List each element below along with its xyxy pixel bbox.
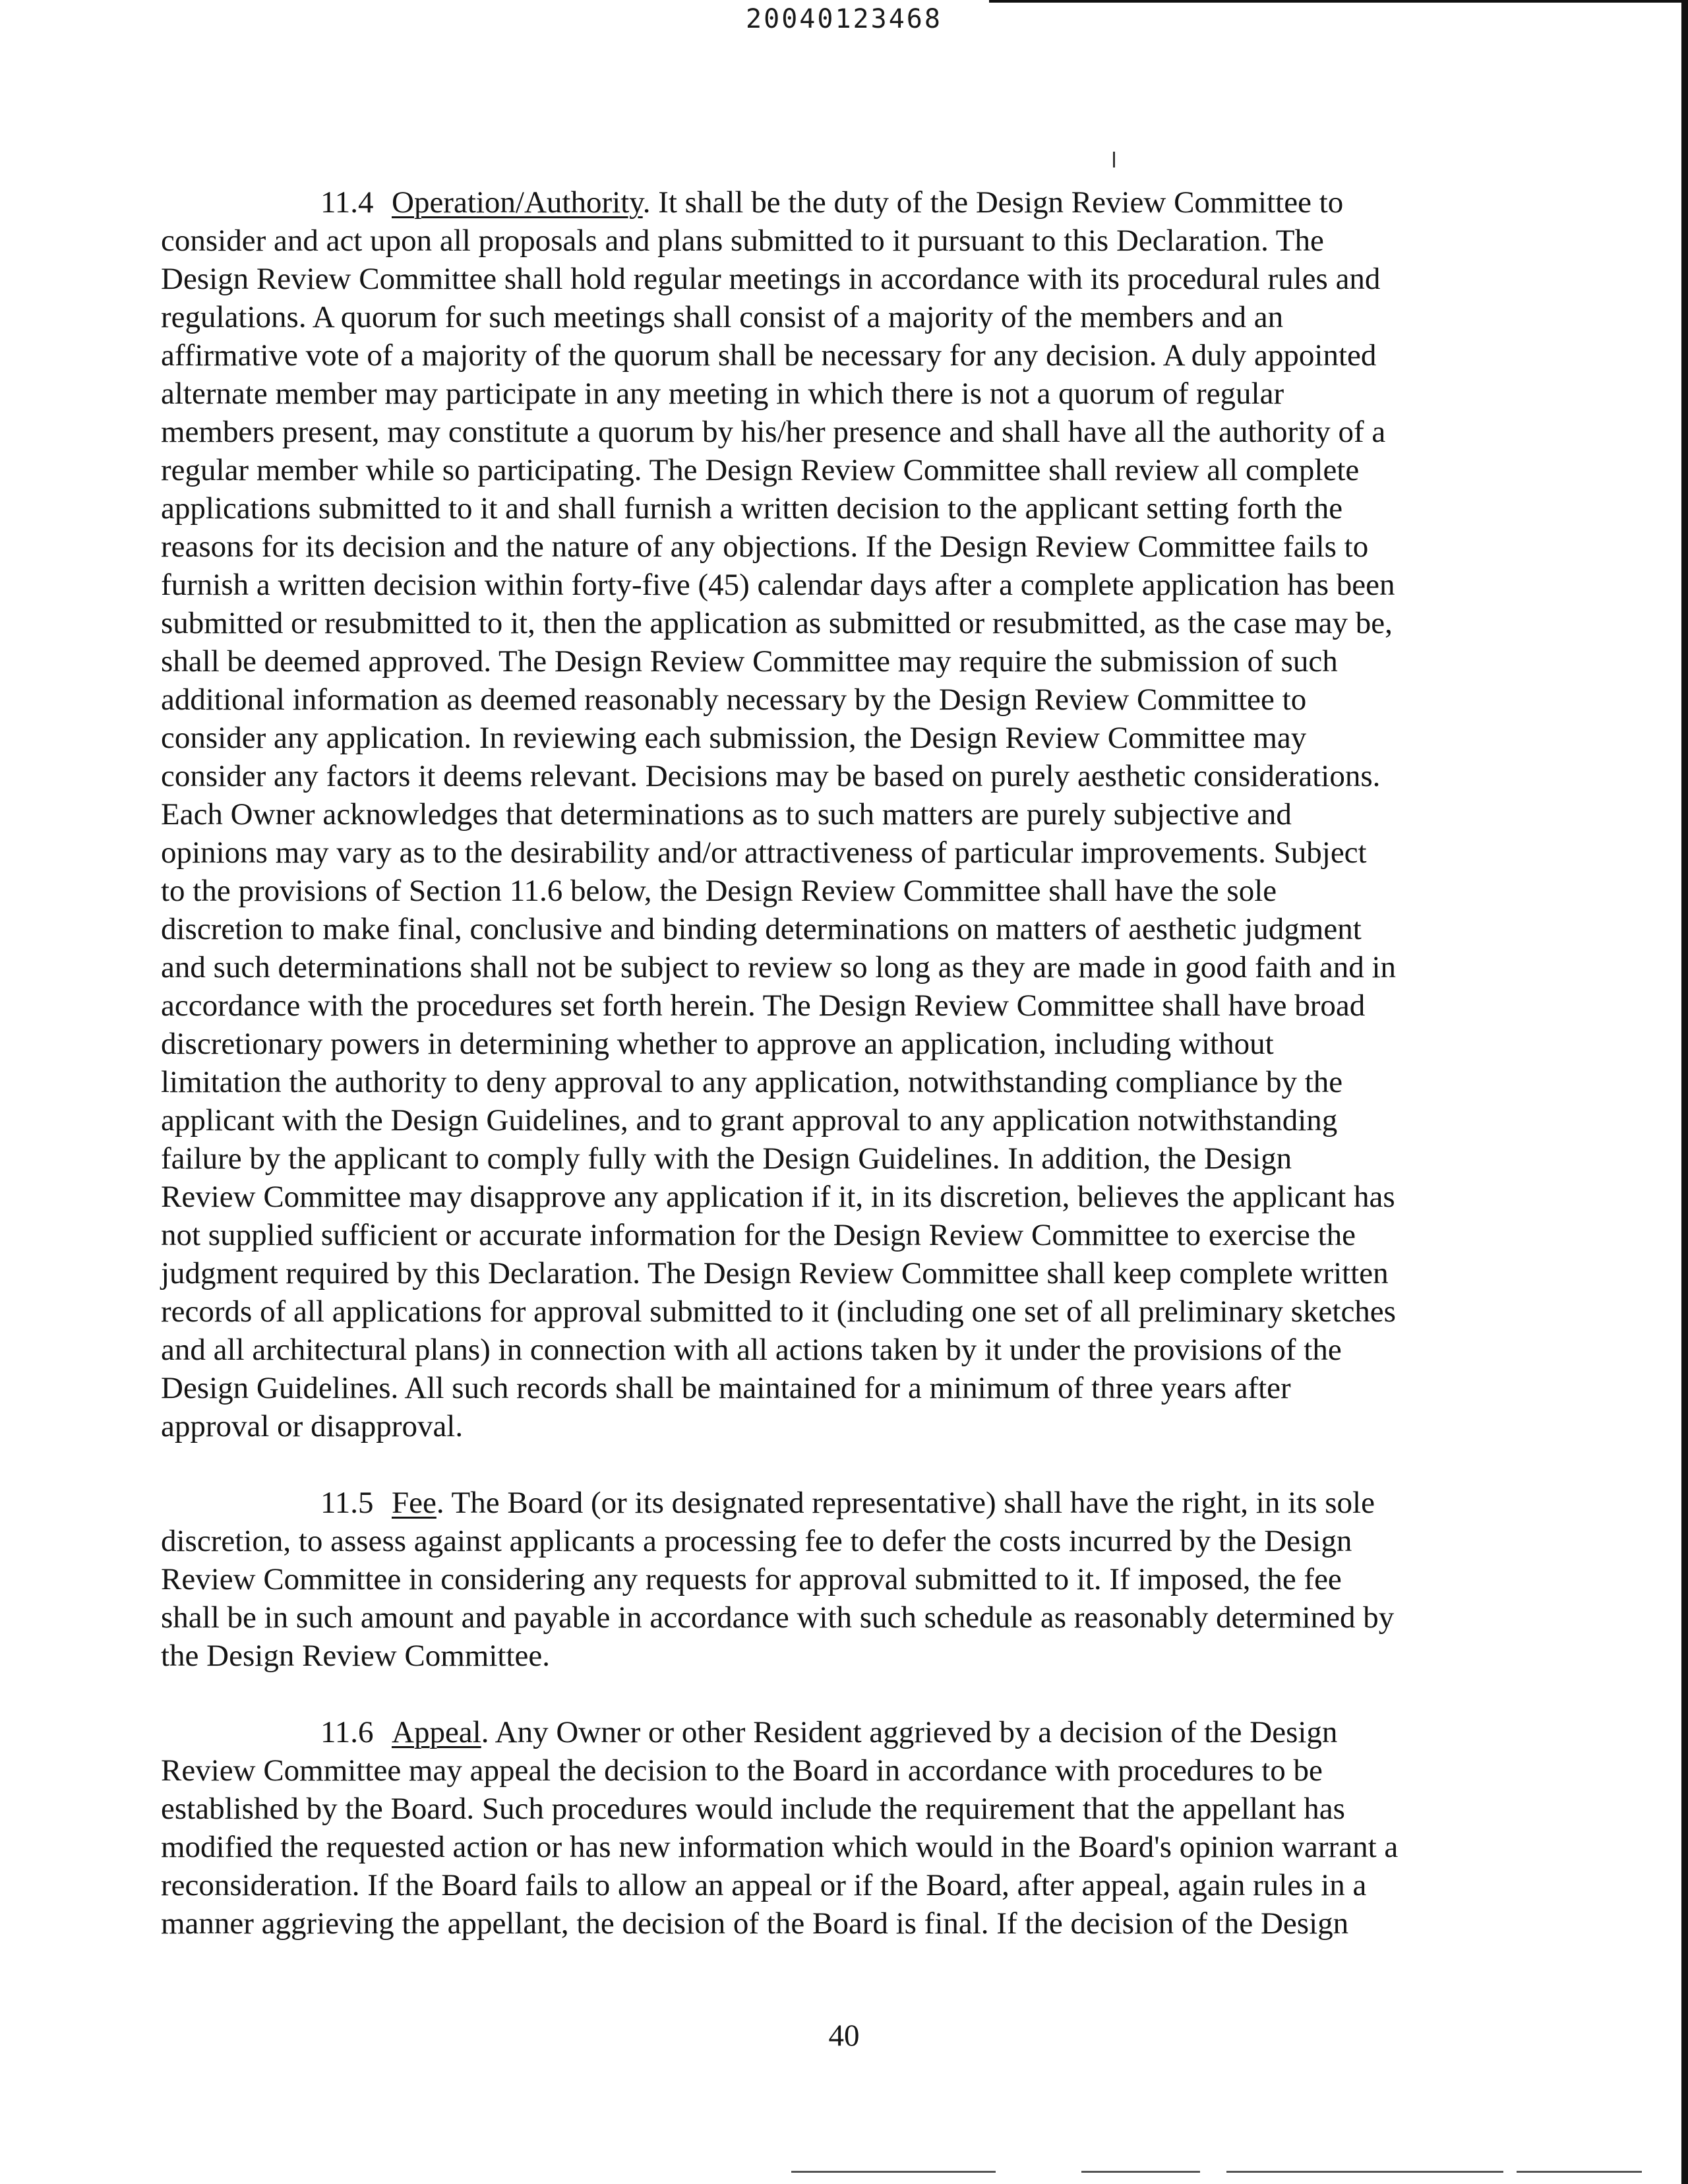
text-line: reasons for its decision and the nature of any objections. If the Design Review Committee fails to — [161, 530, 1369, 564]
section-title: Fee — [392, 1486, 437, 1520]
text-line: records of all applications for approval submitted to it (including one set of all preliminary sketches — [161, 1294, 1396, 1329]
document-number: 20040123468 — [746, 4, 942, 34]
text-line: Review Committee may disapprove any application if it, in its discretion, believes the applicant has — [161, 1180, 1395, 1214]
document-body — [161, 183, 1480, 1943]
scan-speck — [1226, 2171, 1503, 2173]
text-line: Review Committee in considering any requests for approval submitted to it. If imposed, the fee — [161, 1562, 1342, 1596]
section-title: Appeal — [392, 1715, 481, 1749]
text-line: regular member while so participating. The Design Review Committee shall review all complete — [161, 453, 1360, 487]
section-first-line — [161, 1713, 1480, 1751]
text-line: shall be in such amount and payable in accordance with such schedule as reasonably determined by — [161, 1600, 1395, 1635]
text-line: Design Guidelines. All such records shall be maintained for a minimum of three years after — [161, 1371, 1291, 1405]
text-line: alternate member may participate in any meeting in which there is not a quorum of regular — [161, 377, 1284, 411]
section-first-line-text: . Any Owner or other Resident aggrieved by a decision of the Design — [481, 1715, 1338, 1749]
right-edge-rule — [1681, 0, 1688, 2184]
text-line: affirmative vote of a majority of the quorum shall be necessary for any decision. A duly appointed — [161, 338, 1377, 373]
text-line: discretion, to assess against applicants a processing fee to defer the costs incurred by the Design — [161, 1524, 1352, 1558]
section-first-line-text: . It shall be the duty of the Design Review Committee to — [642, 185, 1344, 220]
section-number: 11.6 — [320, 1715, 374, 1749]
sections-container — [161, 183, 1480, 1943]
text-line: limitation the authority to deny approval to any application, notwithstanding compliance by the — [161, 1065, 1343, 1099]
text-line: discretionary powers in determining whether to approve an application, including without — [161, 1027, 1274, 1061]
section-first-line — [161, 1484, 1480, 1522]
text-line: shall be deemed approved. The Design Review Committee may require the submission of such — [161, 644, 1338, 679]
text-line: reconsideration. If the Board fails to allow an appeal or if the Board, after appeal, again rules in a — [161, 1868, 1367, 1902]
text-line: Each Owner acknowledges that determinations as to such matters are purely subjective and — [161, 797, 1292, 832]
text-line: judgment required by this Declaration. The Design Review Committee shall keep complete written — [161, 1256, 1389, 1290]
text-line: failure by the applicant to comply fully with the Design Guidelines. In addition, the Design — [161, 1141, 1292, 1176]
section-first-line — [161, 183, 1480, 222]
text-line: not supplied sufficient or accurate information for the Design Review Committee to exercise the — [161, 1218, 1356, 1252]
text-line: consider and act upon all proposals and plans submitted to it pursuant to this Declaration. The — [161, 224, 1324, 258]
text-line: discretion to make final, conclusive and binding determinations on matters of aesthetic judgment — [161, 912, 1362, 946]
section-first-line-text: . The Board (or its designated representative) shall have the right, in its sole — [436, 1486, 1375, 1520]
text-line: consider any factors it deems relevant. Decisions may be based on purely aesthetic considerations. — [161, 759, 1381, 793]
text-line: the Design Review Committee. — [161, 1639, 551, 1673]
text-line: consider any application. In reviewing each submission, the Design Review Committee may — [161, 721, 1307, 755]
top-edge-rule — [989, 0, 1688, 3]
scan-speck — [1081, 2171, 1200, 2173]
text-line: additional information as deemed reasonably necessary by the Design Review Committee to — [161, 682, 1307, 717]
text-line: established by the Board. Such procedures would include the requirement that the appellant has — [161, 1792, 1345, 1826]
text-line: to the provisions of Section 11.6 below, the Design Review Committee shall have the sole — [161, 874, 1277, 908]
text-line: regulations. A quorum for such meetings shall consist of a majority of the members and an — [161, 300, 1284, 334]
section-11-4 — [161, 183, 1480, 1445]
scan-speck — [791, 2171, 996, 2173]
text-line: applicant with the Design Guidelines, and to grant approval to any application notwithstanding — [161, 1103, 1338, 1138]
section-title: Operation/Authority — [392, 185, 643, 220]
text-line: and all architectural plans) in connection with all actions taken by it under the provisions of the — [161, 1333, 1342, 1367]
page-number: 40 — [828, 2018, 860, 2053]
scan-noise-bottom — [0, 2171, 1688, 2175]
text-line: accordance with the procedures set forth herein. The Design Review Committee shall have broad — [161, 988, 1366, 1023]
section-number: 11.4 — [320, 185, 374, 220]
text-line: opinions may vary as to the desirability and/or attractiveness of particular improvements. Subject — [161, 835, 1367, 870]
text-line: applications submitted to it and shall furnish a written decision to the applicant setting forth the — [161, 491, 1343, 526]
text-line: members present, may constitute a quorum by his/her presence and shall have all the authority of a — [161, 415, 1386, 449]
text-line: submitted or resubmitted to it, then the application as submitted or resubmitted, as the case may be, — [161, 606, 1393, 640]
section-11-6 — [161, 1713, 1480, 1943]
text-line: approval or disapproval. — [161, 1409, 464, 1443]
section-number: 11.5 — [320, 1486, 374, 1520]
text-line: Design Review Committee shall hold regular meetings in accordance with its procedural rules and — [161, 262, 1381, 296]
scan-mark — [1113, 152, 1115, 167]
text-line: Review Committee may appeal the decision to the Board in accordance with procedures to be — [161, 1753, 1323, 1788]
text-line: modified the requested action or has new information which would in the Board's opinion warrant a — [161, 1830, 1399, 1864]
text-line: furnish a written decision within forty-five (45) calendar days after a complete application has been — [161, 568, 1395, 602]
scan-speck — [1517, 2171, 1642, 2173]
text-line: and such determinations shall not be subject to review so long as they are made in good faith and in — [161, 950, 1397, 985]
section-11-5 — [161, 1484, 1480, 1675]
text-line: manner aggrieving the appellant, the decision of the Board is final. If the decision of the Design — [161, 1906, 1349, 1941]
